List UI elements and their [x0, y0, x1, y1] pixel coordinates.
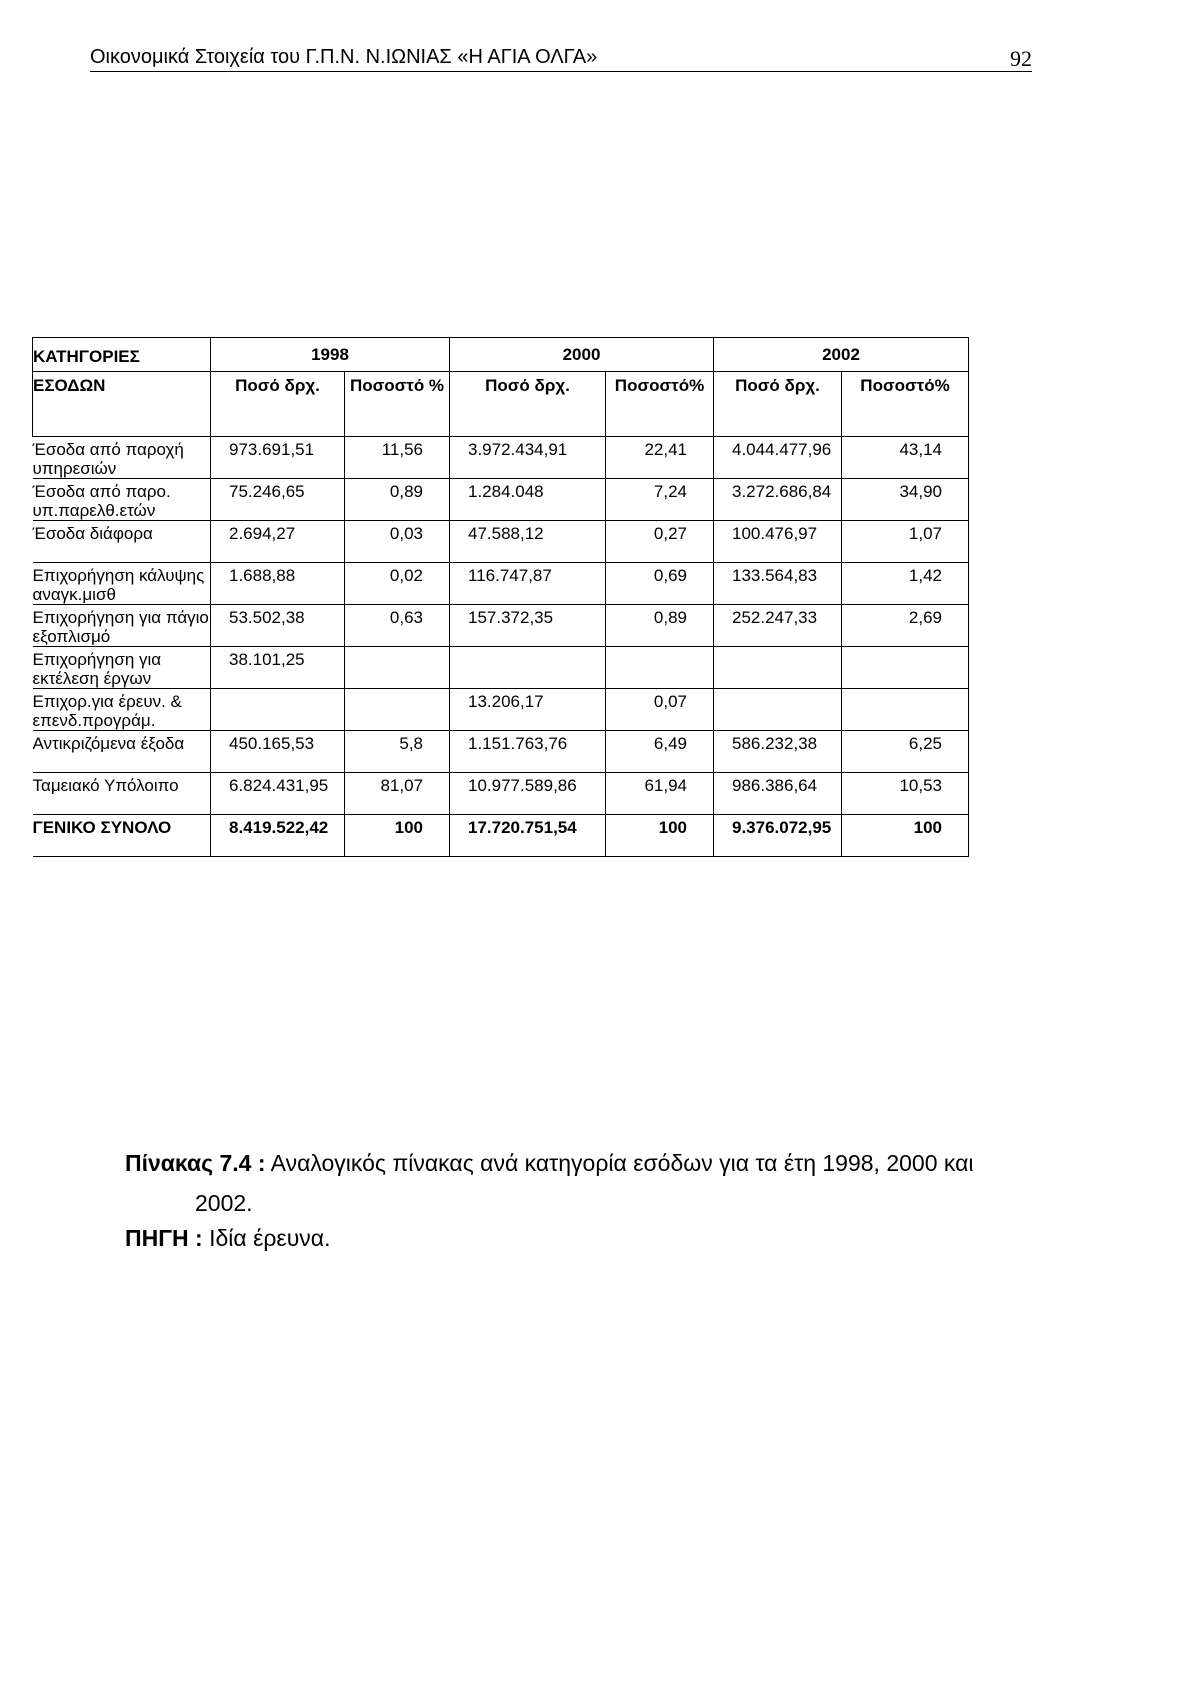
value-cell: 11,56 [345, 437, 450, 479]
value-cell: 0,02 [345, 563, 450, 605]
caption-continuation: 2002. [195, 1190, 253, 1216]
category-header-1: ΚΑΤΗΓΟΡΙΕΣ [33, 338, 211, 372]
value-cell: 157.372,35 [450, 605, 606, 647]
year-header-2000: 2000 [450, 338, 714, 372]
value-cell: 1.688,88 [211, 563, 345, 605]
value-cell: 116.747,87 [450, 563, 606, 605]
value-cell: 13.206,17 [450, 689, 606, 731]
value-cell: 22,41 [606, 437, 714, 479]
value-cell: 75.246,65 [211, 479, 345, 521]
value-cell: 0,07 [606, 689, 714, 731]
value-cell [842, 689, 969, 731]
value-cell [606, 647, 714, 689]
value-cell: 2,69 [842, 605, 969, 647]
table-row [33, 563, 969, 605]
table-body [33, 437, 969, 815]
table-row [33, 437, 969, 479]
value-cell [714, 647, 842, 689]
value-cell [345, 689, 450, 731]
value-cell: 1.284.048 [450, 479, 606, 521]
value-cell: 10.977.589,86 [450, 773, 606, 815]
value-cell: 61,94 [606, 773, 714, 815]
value-cell [211, 689, 345, 731]
value-cell: 252.247,33 [714, 605, 842, 647]
value-cell: 973.691,51 [211, 437, 345, 479]
value-cell: 3.272.686,84 [714, 479, 842, 521]
category-cell: Ταμειακό Υπόλοιπο [33, 773, 211, 815]
total-cell: 100 [842, 815, 969, 857]
value-cell: 0,63 [345, 605, 450, 647]
value-cell: 0,89 [606, 605, 714, 647]
caption-text: Αναλογικός πίνακας ανά κατηγορία εσόδων για τα έτη 1998, 2000 και [270, 1150, 974, 1176]
value-cell [345, 647, 450, 689]
value-cell: 3.972.434,91 [450, 437, 606, 479]
value-cell [842, 647, 969, 689]
value-cell: 47.588,12 [450, 521, 606, 563]
sub-header: Ποσό δρχ. [211, 372, 345, 437]
table-row [33, 521, 969, 563]
sub-header: Ποσό δρχ. [714, 372, 842, 437]
caption-label: Πίνακας 7.4 : [125, 1150, 266, 1176]
total-cell: 8.419.522,42 [211, 815, 345, 857]
category-cell: Αντικριζόμενα έξοδα [33, 731, 211, 773]
value-cell: 53.502,38 [211, 605, 345, 647]
category-cell: Επιχορήγηση για εκτέλεση έργων [33, 647, 211, 689]
value-cell: 986.386,64 [714, 773, 842, 815]
source-label: ΠΗΓΗ : [125, 1225, 203, 1251]
value-cell: 0,69 [606, 563, 714, 605]
page-header [90, 46, 1032, 72]
page-number: 92 [1010, 46, 1032, 71]
value-cell: 1,07 [842, 521, 969, 563]
value-cell: 450.165,53 [211, 731, 345, 773]
value-cell: 38.101,25 [211, 647, 345, 689]
value-cell: 0,27 [606, 521, 714, 563]
document-title: Οικονομικά Στοιχεία του Γ.Π.Ν. Ν.ΙΩΝΙΑΣ «Η ΑΓΙΑ ΟΛΓΑ» [90, 46, 598, 68]
total-cell: 100 [606, 815, 714, 857]
category-cell: Έσοδα διάφορα [33, 521, 211, 563]
value-cell: 4.044.477,96 [714, 437, 842, 479]
value-cell: 10,53 [842, 773, 969, 815]
value-cell: 6,25 [842, 731, 969, 773]
category-cell: Επιχορ.για έρευν. & επενδ.προγράμ. [33, 689, 211, 731]
value-cell: 6,49 [606, 731, 714, 773]
sub-header: Ποσοστό% [606, 372, 714, 437]
source-note [125, 1225, 330, 1252]
table-row [33, 689, 969, 731]
year-header-2002: 2002 [714, 338, 969, 372]
value-cell: 586.232,38 [714, 731, 842, 773]
table-row [33, 605, 969, 647]
total-row [33, 815, 969, 857]
table-row [33, 479, 969, 521]
total-cell: 17.720.751,54 [450, 815, 606, 857]
value-cell [714, 689, 842, 731]
value-cell: 2.694,27 [211, 521, 345, 563]
revenue-table [32, 337, 969, 857]
value-cell: 7,24 [606, 479, 714, 521]
sub-header: Ποσοστό% [842, 372, 969, 437]
sub-header: Ποσό δρχ. [450, 372, 606, 437]
table-row [33, 647, 969, 689]
table-caption [125, 1143, 1045, 1223]
value-cell: 0,89 [345, 479, 450, 521]
value-cell: 1.151.763,76 [450, 731, 606, 773]
value-cell: 0,03 [345, 521, 450, 563]
table-row [33, 773, 969, 815]
total-label: ΓΕΝΙΚΟ ΣΥΝΟΛΟ [33, 815, 211, 857]
value-cell: 34,90 [842, 479, 969, 521]
category-cell: Έσοδα από παροχή υπηρεσιών [33, 437, 211, 479]
value-cell: 133.564,83 [714, 563, 842, 605]
value-cell [450, 647, 606, 689]
category-cell: Επιχορήγηση για πάγιο εξοπλισμό [33, 605, 211, 647]
value-cell: 100.476,97 [714, 521, 842, 563]
table-row [33, 731, 969, 773]
value-cell: 43,14 [842, 437, 969, 479]
sub-header: Ποσοστό % [345, 372, 450, 437]
value-cell: 6.824.431,95 [211, 773, 345, 815]
source-text: Ιδία έρευνα. [209, 1225, 331, 1251]
total-cell: 100 [345, 815, 450, 857]
category-cell: Έσοδα από παρο. υπ.παρελθ.ετών [33, 479, 211, 521]
category-header-2: ΕΣΟΔΩΝ [33, 372, 211, 437]
total-cell: 9.376.072,95 [714, 815, 842, 857]
value-cell: 5,8 [345, 731, 450, 773]
value-cell: 1,42 [842, 563, 969, 605]
category-cell: Επιχορήγηση κάλυψης αναγκ.μισθ [33, 563, 211, 605]
value-cell: 81,07 [345, 773, 450, 815]
year-header-1998: 1998 [211, 338, 450, 372]
